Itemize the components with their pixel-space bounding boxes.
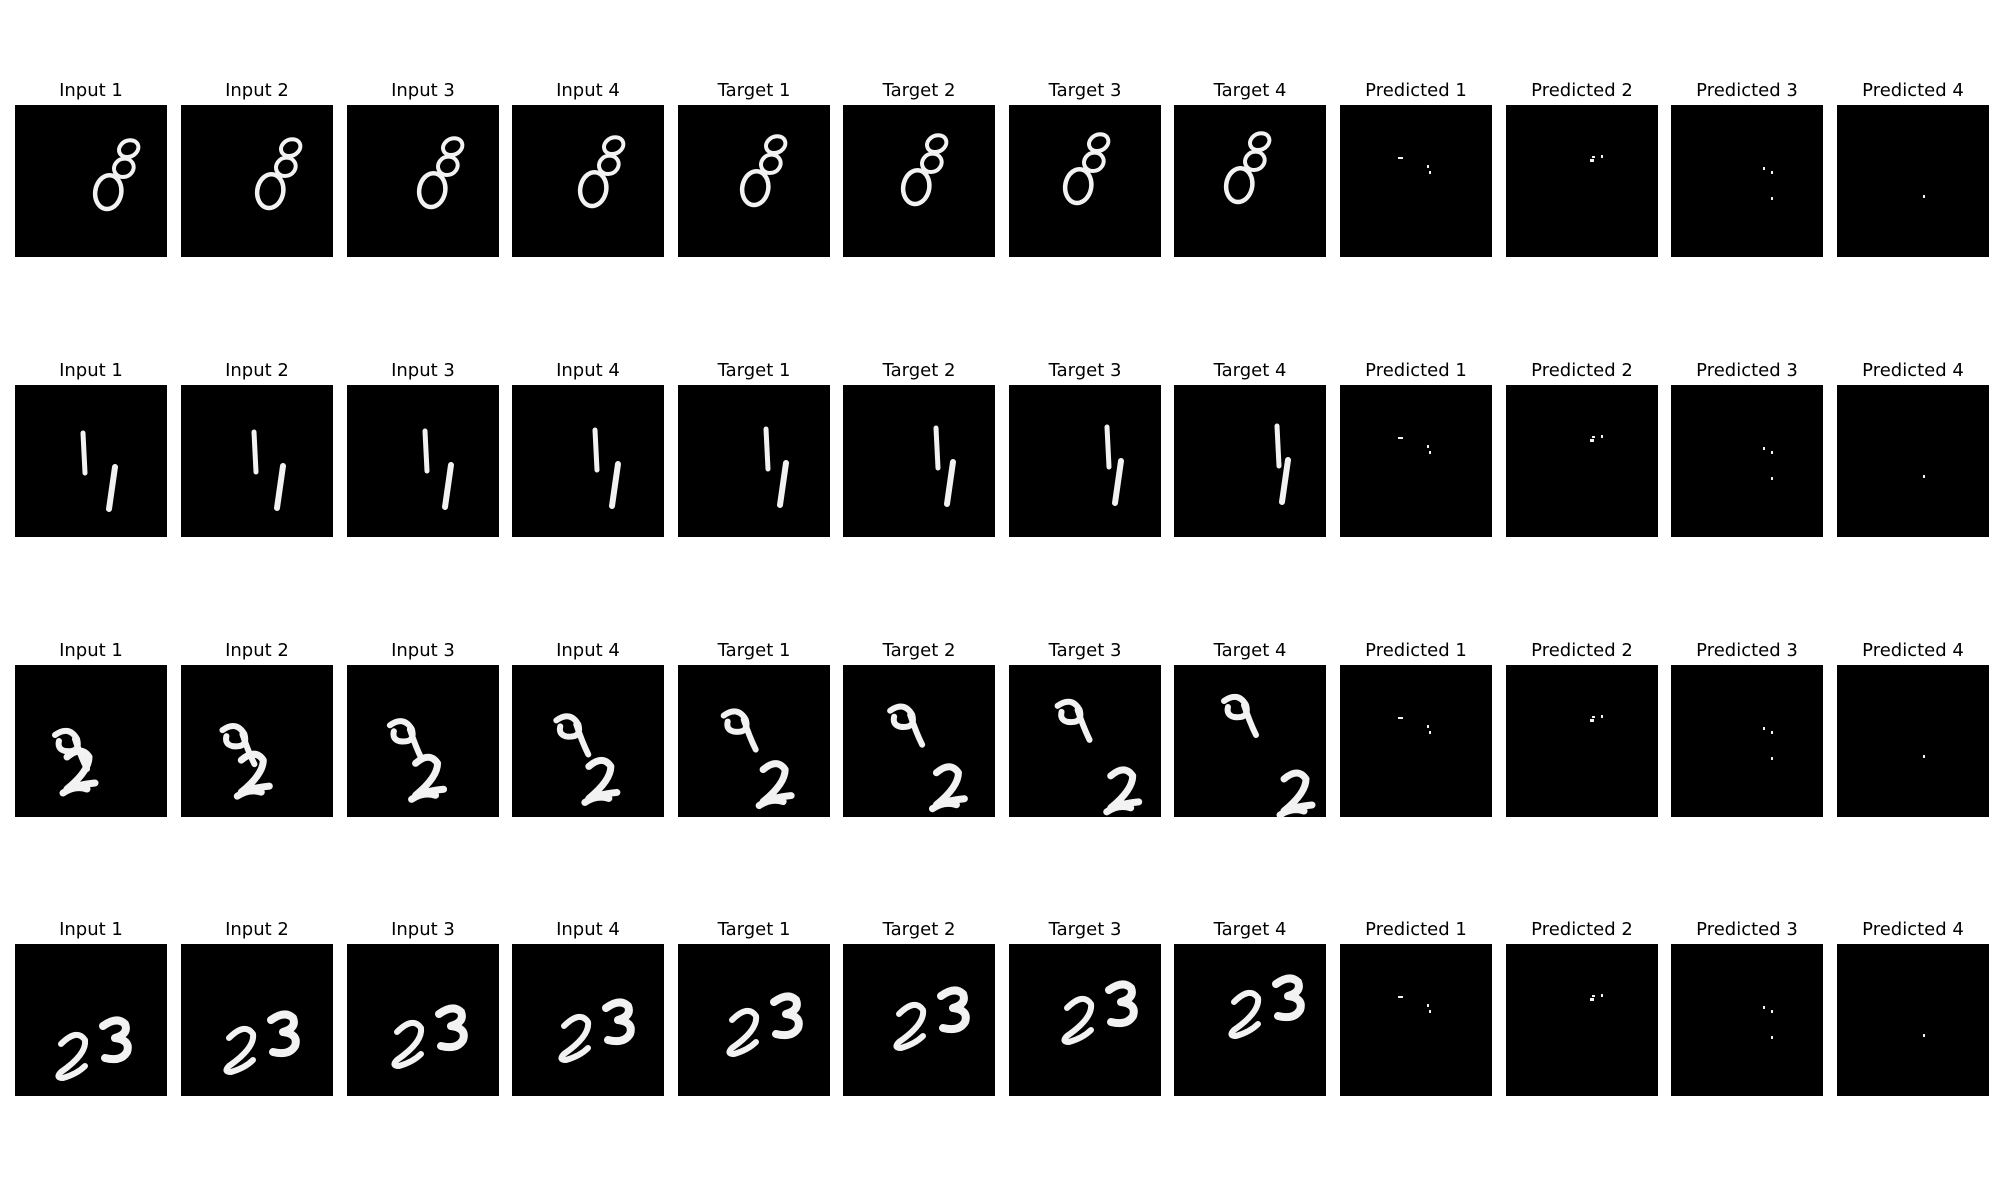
digit-stroke bbox=[903, 170, 929, 204]
predicted-pixel-dot bbox=[1398, 717, 1403, 719]
frame-drawing bbox=[1174, 665, 1326, 817]
digit-stroke bbox=[443, 138, 462, 155]
predicted-frame-image bbox=[1340, 665, 1492, 817]
digit-stroke bbox=[1115, 461, 1121, 503]
input-frame-image bbox=[347, 665, 499, 817]
digit-stroke bbox=[947, 462, 953, 504]
predicted-pixel-dot bbox=[1601, 155, 1603, 158]
digit-stroke bbox=[277, 466, 283, 508]
frame-drawing bbox=[181, 665, 333, 817]
target-frame-image bbox=[1009, 385, 1161, 537]
digit-stroke bbox=[114, 159, 134, 177]
frame-drawing bbox=[1671, 944, 1823, 1096]
panel-title: Predicted 2 bbox=[1531, 80, 1633, 101]
panel-title: Target 1 bbox=[717, 640, 791, 661]
frame-drawing bbox=[1340, 665, 1492, 817]
predicted-pixel-dot bbox=[1923, 755, 1925, 758]
frame-drawing bbox=[512, 385, 664, 537]
panel-title: Target 1 bbox=[717, 919, 791, 940]
target-frame-image bbox=[678, 944, 830, 1096]
predicted-pixel-dot bbox=[1763, 167, 1765, 170]
predicted-pixel-dot bbox=[1923, 475, 1925, 478]
target-frame-image bbox=[678, 385, 830, 537]
panel-title: Input 2 bbox=[225, 80, 289, 101]
frame-drawing bbox=[347, 105, 499, 257]
predicted-pixel-dot bbox=[1592, 716, 1595, 718]
digit-stroke bbox=[419, 173, 445, 207]
digit-stroke bbox=[119, 140, 138, 157]
frame-drawing bbox=[347, 944, 499, 1096]
input-frame-image bbox=[15, 105, 167, 257]
target-frame-image bbox=[843, 944, 995, 1096]
digit-stroke bbox=[742, 171, 768, 205]
target-frame-image bbox=[1009, 944, 1161, 1096]
digit-stroke bbox=[932, 767, 964, 809]
panel-title: Predicted 3 bbox=[1696, 919, 1798, 940]
frame-drawing bbox=[1837, 105, 1989, 257]
predicted-pixel-dot bbox=[1601, 994, 1603, 997]
digit-stroke bbox=[439, 1008, 464, 1047]
predicted-pixel-dot bbox=[1923, 195, 1925, 198]
panel-title: Predicted 2 bbox=[1531, 640, 1633, 661]
predicted-frame-image bbox=[1340, 944, 1492, 1096]
predicted-pixel-dot bbox=[1590, 439, 1594, 442]
digit-stroke bbox=[58, 1035, 85, 1078]
digit-stroke bbox=[599, 156, 619, 174]
digit-stroke bbox=[1231, 993, 1258, 1036]
frame-drawing bbox=[1174, 385, 1326, 537]
predicted-pixel-dot bbox=[1763, 1006, 1765, 1009]
predicted-frame-image bbox=[1837, 665, 1989, 817]
predicted-frame-image bbox=[1671, 665, 1823, 817]
frame-drawing bbox=[678, 385, 830, 537]
frame-drawing bbox=[15, 665, 167, 817]
predicted-pixel-dot bbox=[1429, 1010, 1431, 1013]
panel-title: Input 1 bbox=[59, 919, 123, 940]
input-frame-image bbox=[512, 385, 664, 537]
frame-drawing bbox=[1837, 944, 1989, 1096]
target-frame-image bbox=[678, 105, 830, 257]
target-frame-image bbox=[1009, 105, 1161, 257]
digit-stroke bbox=[1058, 702, 1090, 740]
predicted-pixel-dot bbox=[1601, 435, 1603, 438]
predicted-pixel-dot bbox=[1427, 165, 1429, 168]
frame-drawing bbox=[181, 385, 333, 537]
panel-title: Target 2 bbox=[882, 80, 956, 101]
target-frame-image bbox=[1009, 665, 1161, 817]
frame-drawing bbox=[347, 385, 499, 537]
predicted-frame-image bbox=[1506, 385, 1658, 537]
panel-title: Target 2 bbox=[882, 919, 956, 940]
panel-title: Input 2 bbox=[225, 919, 289, 940]
digit-stroke bbox=[109, 467, 115, 509]
digit-stroke bbox=[1064, 999, 1091, 1042]
frame-drawing bbox=[843, 665, 995, 817]
panel-title: Target 3 bbox=[1048, 360, 1122, 381]
input-frame-image bbox=[512, 665, 664, 817]
target-frame-image bbox=[843, 385, 995, 537]
digit-stroke bbox=[936, 428, 938, 468]
digit-stroke bbox=[83, 433, 85, 473]
panel-title: Input 1 bbox=[59, 640, 123, 661]
frame-drawing bbox=[1340, 385, 1492, 537]
frame-drawing bbox=[1671, 665, 1823, 817]
frame-drawing bbox=[347, 665, 499, 817]
digit-stroke bbox=[890, 707, 922, 745]
input-frame-image bbox=[347, 944, 499, 1096]
predicted-pixel-dot bbox=[1592, 995, 1595, 997]
panel-title: Input 3 bbox=[391, 80, 455, 101]
panel-title: Target 4 bbox=[1213, 80, 1287, 101]
predicted-pixel-dot bbox=[1429, 171, 1431, 174]
predicted-pixel-dot bbox=[1398, 437, 1403, 439]
frame-drawing bbox=[181, 944, 333, 1096]
frame-drawing bbox=[1009, 105, 1161, 257]
frame-drawing bbox=[512, 944, 664, 1096]
digit-stroke bbox=[759, 764, 791, 806]
panel-title: Input 4 bbox=[556, 919, 620, 940]
digit-stroke bbox=[729, 1011, 756, 1054]
target-frame-image bbox=[1174, 665, 1326, 817]
digit-stroke bbox=[412, 757, 444, 799]
predicted-pixel-dot bbox=[1771, 197, 1773, 200]
predicted-frame-image bbox=[1671, 944, 1823, 1096]
digit-stroke bbox=[1224, 697, 1256, 735]
digit-stroke bbox=[1250, 133, 1269, 150]
digit-stroke bbox=[1282, 460, 1288, 502]
digit-stroke bbox=[561, 1017, 588, 1060]
panel-title: Predicted 3 bbox=[1696, 360, 1798, 381]
panel-title: Predicted 4 bbox=[1862, 640, 1964, 661]
digit-stroke bbox=[1277, 426, 1279, 466]
digit-stroke bbox=[425, 431, 427, 471]
predicted-frame-image bbox=[1506, 105, 1658, 257]
panel-title: Input 3 bbox=[391, 360, 455, 381]
panel-title: Predicted 1 bbox=[1365, 80, 1467, 101]
predicted-pixel-dot bbox=[1429, 451, 1431, 454]
predicted-pixel-dot bbox=[1398, 996, 1403, 998]
panel-title: Predicted 3 bbox=[1696, 640, 1798, 661]
digit-stroke bbox=[1280, 773, 1312, 815]
frame-drawing bbox=[1506, 944, 1658, 1096]
target-frame-image bbox=[1174, 944, 1326, 1096]
frame-drawing bbox=[1506, 105, 1658, 257]
predicted-pixel-dot bbox=[1590, 719, 1594, 722]
digit-stroke bbox=[445, 465, 451, 507]
predicted-pixel-dot bbox=[1763, 727, 1765, 730]
digit-stroke bbox=[941, 990, 966, 1029]
predicted-pixel-dot bbox=[1771, 1010, 1773, 1013]
panel-title: Target 3 bbox=[1048, 640, 1122, 661]
input-frame-image bbox=[181, 665, 333, 817]
frame-drawing bbox=[15, 385, 167, 537]
predicted-pixel-dot bbox=[1763, 447, 1765, 450]
frame-drawing bbox=[843, 385, 995, 537]
panel-title: Input 1 bbox=[59, 80, 123, 101]
predicted-frame-image bbox=[1671, 385, 1823, 537]
input-frame-image bbox=[347, 385, 499, 537]
frame-drawing bbox=[512, 105, 664, 257]
digit-stroke bbox=[1107, 770, 1139, 812]
frame-drawing bbox=[15, 105, 167, 257]
predicted-pixel-dot bbox=[1601, 715, 1603, 718]
digit-stroke bbox=[103, 1020, 128, 1059]
digit-stroke bbox=[761, 155, 781, 173]
frame-drawing bbox=[1340, 944, 1492, 1096]
digit-stroke bbox=[1084, 153, 1104, 171]
input-frame-image bbox=[512, 105, 664, 257]
predicted-pixel-dot bbox=[1398, 157, 1403, 159]
panel-title: Input 4 bbox=[556, 360, 620, 381]
predicted-pixel-dot bbox=[1771, 171, 1773, 174]
panel-title: Target 2 bbox=[882, 360, 956, 381]
predicted-frame-image bbox=[1506, 665, 1658, 817]
predicted-frame-image bbox=[1837, 105, 1989, 257]
panel-title: Target 1 bbox=[717, 80, 791, 101]
predicted-pixel-dot bbox=[1590, 998, 1594, 1001]
digit-stroke bbox=[585, 760, 617, 802]
frame-drawing bbox=[1340, 105, 1492, 257]
frame-drawing bbox=[1837, 665, 1989, 817]
frame-drawing bbox=[843, 944, 995, 1096]
predicted-pixel-dot bbox=[1592, 156, 1595, 158]
panel-title: Target 3 bbox=[1048, 80, 1122, 101]
frame-drawing bbox=[678, 105, 830, 257]
digit-stroke bbox=[774, 996, 799, 1035]
digit-stroke bbox=[580, 172, 606, 206]
input-frame-image bbox=[15, 385, 167, 537]
frame-drawing bbox=[1174, 105, 1326, 257]
panel-title: Predicted 2 bbox=[1531, 360, 1633, 381]
predicted-frame-image bbox=[1506, 944, 1658, 1096]
digit-stroke bbox=[394, 1023, 421, 1066]
frame-drawing bbox=[15, 944, 167, 1096]
predicted-pixel-dot bbox=[1427, 445, 1429, 448]
panel-title: Predicted 4 bbox=[1862, 80, 1964, 101]
target-frame-image bbox=[843, 105, 995, 257]
digit-stroke bbox=[281, 139, 300, 156]
panel-title: Input 2 bbox=[225, 360, 289, 381]
digit-stroke bbox=[922, 154, 942, 172]
digit-stroke bbox=[254, 432, 256, 472]
target-frame-image bbox=[1174, 385, 1326, 537]
predicted-pixel-dot bbox=[1771, 477, 1773, 480]
digit-stroke bbox=[612, 464, 618, 506]
panel-title: Input 3 bbox=[391, 640, 455, 661]
frame-drawing bbox=[1671, 385, 1823, 537]
digit-stroke bbox=[1065, 169, 1091, 203]
digit-stroke bbox=[1276, 978, 1301, 1017]
frame-drawing bbox=[1837, 385, 1989, 537]
target-frame-image bbox=[1174, 105, 1326, 257]
digit-stroke bbox=[780, 463, 786, 505]
frame-drawing bbox=[1009, 385, 1161, 537]
digit-stroke bbox=[271, 1014, 296, 1053]
panel-title: Input 4 bbox=[556, 80, 620, 101]
input-frame-image bbox=[181, 944, 333, 1096]
digit-stroke bbox=[1107, 427, 1109, 467]
frame-drawing bbox=[1506, 385, 1658, 537]
frame-drawing bbox=[843, 105, 995, 257]
input-frame-image bbox=[181, 385, 333, 537]
predicted-pixel-dot bbox=[1771, 757, 1773, 760]
predicted-pixel-dot bbox=[1590, 159, 1594, 162]
target-frame-image bbox=[843, 665, 995, 817]
frame-drawing bbox=[512, 665, 664, 817]
digit-stroke bbox=[766, 429, 768, 469]
predicted-pixel-dot bbox=[1427, 1004, 1429, 1007]
panel-title: Predicted 1 bbox=[1365, 919, 1467, 940]
frame-drawing bbox=[678, 665, 830, 817]
panel-title: Predicted 1 bbox=[1365, 360, 1467, 381]
digit-stroke bbox=[226, 1029, 253, 1072]
panel-title: Predicted 1 bbox=[1365, 640, 1467, 661]
panel-title: Input 4 bbox=[556, 640, 620, 661]
panel-title: Target 2 bbox=[882, 640, 956, 661]
panel-title: Input 1 bbox=[59, 360, 123, 381]
digit-stroke bbox=[1245, 152, 1265, 170]
predicted-frame-image bbox=[1671, 105, 1823, 257]
predicted-frame-image bbox=[1837, 944, 1989, 1096]
digit-stroke bbox=[595, 430, 597, 470]
frame-drawing bbox=[1009, 944, 1161, 1096]
predicted-pixel-dot bbox=[1427, 725, 1429, 728]
predicted-frame-image bbox=[1340, 385, 1492, 537]
predicted-pixel-dot bbox=[1429, 731, 1431, 734]
panel-title: Input 2 bbox=[225, 640, 289, 661]
panel-title: Target 4 bbox=[1213, 640, 1287, 661]
frame-drawing bbox=[181, 105, 333, 257]
predicted-pixel-dot bbox=[1771, 451, 1773, 454]
input-frame-image bbox=[512, 944, 664, 1096]
digit-stroke bbox=[1089, 134, 1108, 151]
panel-title: Target 3 bbox=[1048, 919, 1122, 940]
input-frame-image bbox=[181, 105, 333, 257]
frame-drawing bbox=[1009, 665, 1161, 817]
predicted-pixel-dot bbox=[1592, 436, 1595, 438]
frame-drawing bbox=[678, 944, 830, 1096]
frame-drawing bbox=[1174, 944, 1326, 1096]
predicted-pixel-dot bbox=[1923, 1034, 1925, 1037]
digit-stroke bbox=[927, 135, 946, 152]
panel-title: Input 3 bbox=[391, 919, 455, 940]
panel-title: Predicted 4 bbox=[1862, 919, 1964, 940]
digit-stroke bbox=[438, 157, 458, 175]
target-frame-image bbox=[678, 665, 830, 817]
digit-stroke bbox=[1226, 168, 1252, 202]
digit-stroke bbox=[390, 721, 422, 759]
digit-stroke bbox=[606, 1002, 631, 1041]
predicted-pixel-dot bbox=[1771, 1036, 1773, 1039]
panel-title: Predicted 4 bbox=[1862, 360, 1964, 381]
input-frame-image bbox=[347, 105, 499, 257]
panel-title: Predicted 3 bbox=[1696, 80, 1798, 101]
frame-drawing bbox=[1671, 105, 1823, 257]
panel-title: Predicted 2 bbox=[1531, 919, 1633, 940]
input-frame-image bbox=[15, 665, 167, 817]
digit-stroke bbox=[766, 136, 785, 153]
digit-stroke bbox=[604, 137, 623, 154]
predicted-pixel-dot bbox=[1771, 731, 1773, 734]
frame-drawing bbox=[1506, 665, 1658, 817]
digit-stroke bbox=[257, 174, 283, 208]
input-frame-image bbox=[15, 944, 167, 1096]
panel-title: Target 4 bbox=[1213, 360, 1287, 381]
predicted-frame-image bbox=[1340, 105, 1492, 257]
digit-stroke bbox=[1109, 984, 1134, 1023]
digit-stroke bbox=[724, 711, 756, 749]
predicted-frame-image bbox=[1837, 385, 1989, 537]
digit-stroke bbox=[556, 716, 588, 754]
panel-title: Target 1 bbox=[717, 360, 791, 381]
panel-title: Target 4 bbox=[1213, 919, 1287, 940]
digit-stroke bbox=[95, 175, 121, 209]
digit-stroke bbox=[896, 1005, 923, 1048]
digit-stroke bbox=[276, 158, 296, 176]
